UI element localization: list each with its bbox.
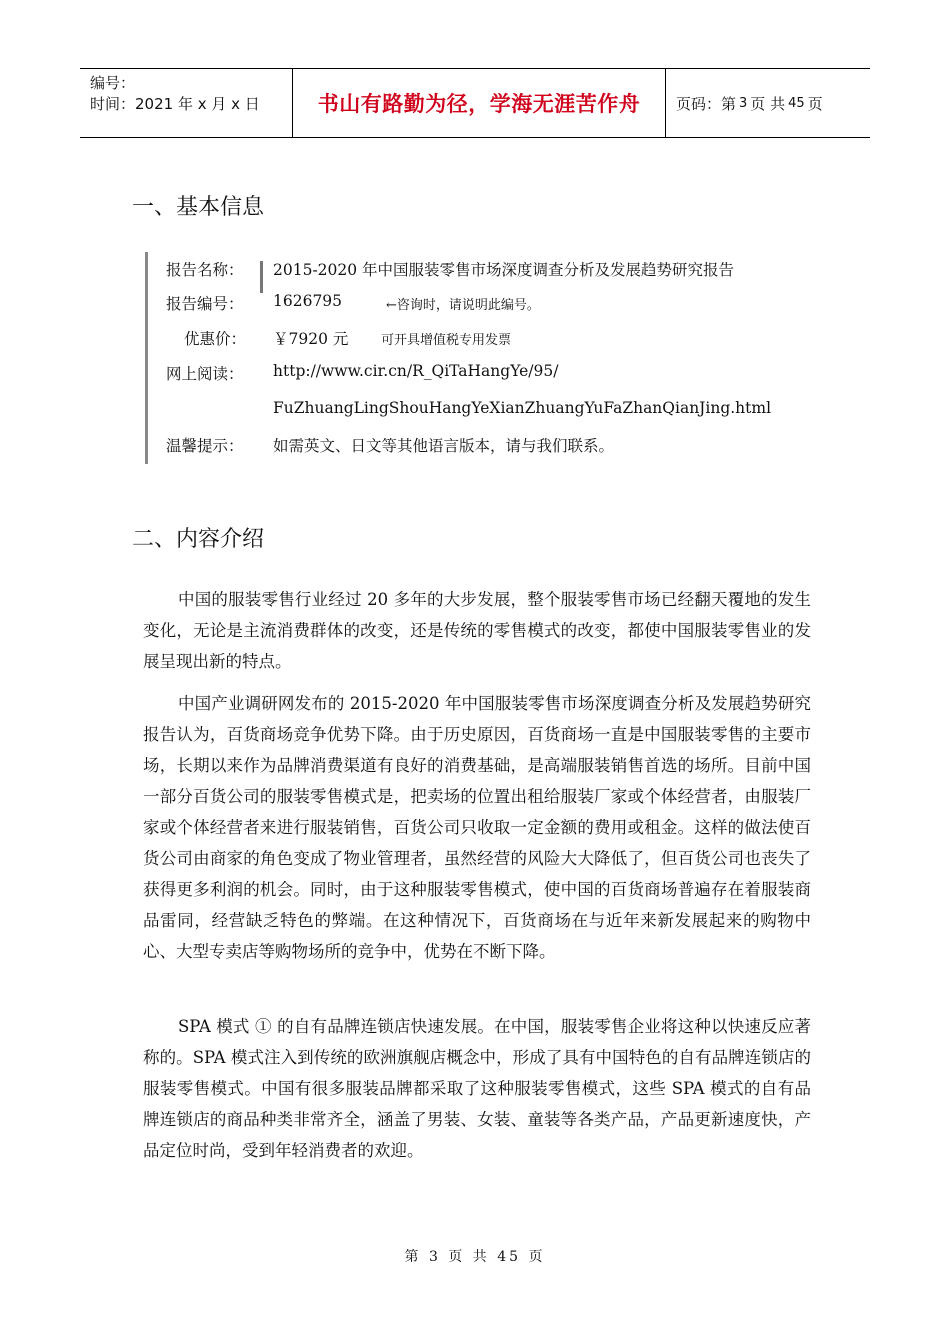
info-value: 如需英文、日文等其他语言版本，请与我们联系。 <box>273 437 615 455</box>
info-label: 报告编号： <box>166 295 244 313</box>
paragraph: 中国产业调研网发布的 2015-2020 年中国服装零售市场深度调查分析及发展趋势研究报告认为，百货商场竞争优势下降。由于历史原因，百货商场一直是中国服装零售的主要市场，长期以来作为品牌消费渠道有良好的消费基础，是高端服装销售首选的场所。目前中国一部分百货公司的服装零售模式是，把卖场的位置出租给服装厂家或个体经营者，由服装厂家或个体经营者来进行服装销售，百货公司只收取一定金额的费用或租金。这样的做法使百货公司由商家的角色变成了物业管理者，虽然经营的风险大大降低了，但百货公司也丧失了获得更多利润的机会。同时，由于这种服装零售模式，使中国的百货商场普遍存在着服装商品雷同，经营缺乏特色的弊端。在这种情况下，百货商场在与近年来新发展起来的购物中心、大型专卖店等购物场所的竞争中，优势在不断下降。 <box>143 694 811 961</box>
info-label: 优惠价： <box>184 330 247 348</box>
page-footer: 第 3 页 共 45 页 <box>404 1249 546 1265</box>
page-total: 45 <box>788 95 805 111</box>
paragraph: SPA 模式 ① 的自有品牌连锁店快速发展。在中国，服装零售企业将这种以快速反应著称的。SPA 模式注入到传统的欧洲旗舰店概念中，形成了具有中国特色的自有品牌连锁店的服装零售模式。中国有很多服装品牌都采取了这种服装零售模式，这些 SPA 模式的自有品牌连锁店的商品种类非常齐全，涵盖了男装、女装、童装等各类产品，产品更新速度快，产品定位时尚，受到年轻消费者的欢迎。 <box>143 1017 811 1160</box>
page-suffix: 页 <box>807 94 823 113</box>
page-header <box>80 68 870 138</box>
info-note: 可开具增值税专用发票 <box>381 333 512 348</box>
number-label: 编号： <box>90 74 136 92</box>
paragraph: 中国的服装零售行业经过 20 多年的大步发展，整个服装零售市场已经翻天覆地的发生变化，无论是主流消费群体的改变，还是传统的零售模式的改变，都使中国服装零售业的发展呈现出新的特点。 <box>143 590 811 671</box>
info-value: ￥7920 元 <box>273 330 349 348</box>
page-mid: 页 共 <box>750 94 786 113</box>
report-url-line1[interactable]: http://www.cir.cn/R_QiTaHangYe/95/ <box>273 362 559 380</box>
info-note: ←咨询时，请说明此编号。 <box>386 298 540 313</box>
info-label: 网上阅读： <box>166 365 244 383</box>
info-label: 报告名称： <box>166 261 244 279</box>
info-value: 2015-2020 年中国服装零售市场深度调查分析及发展趋势研究报告 <box>273 261 735 279</box>
section-title-basic-info: 一、基本信息 <box>132 195 265 220</box>
page-prefix: 页码：第 <box>676 94 737 113</box>
header-motto: 书山有路勤为径，学海无涯苦作舟 <box>293 69 666 137</box>
report-url-line2[interactable]: FuZhuangLingShouHangYeXianZhuangYuFaZhanQianJing.html <box>273 399 772 417</box>
header-meta <box>80 69 293 137</box>
date-label: 时间：2021 年 x 月 x 日 <box>90 95 260 113</box>
header-page-info <box>666 69 870 137</box>
title-marker <box>260 261 263 293</box>
info-value: 1626795 <box>273 292 343 310</box>
page-current: 3 <box>739 95 748 111</box>
section-title-content: 二、内容介绍 <box>132 527 265 552</box>
basic-info-box <box>145 252 848 464</box>
info-label: 温馨提示： <box>166 437 244 455</box>
